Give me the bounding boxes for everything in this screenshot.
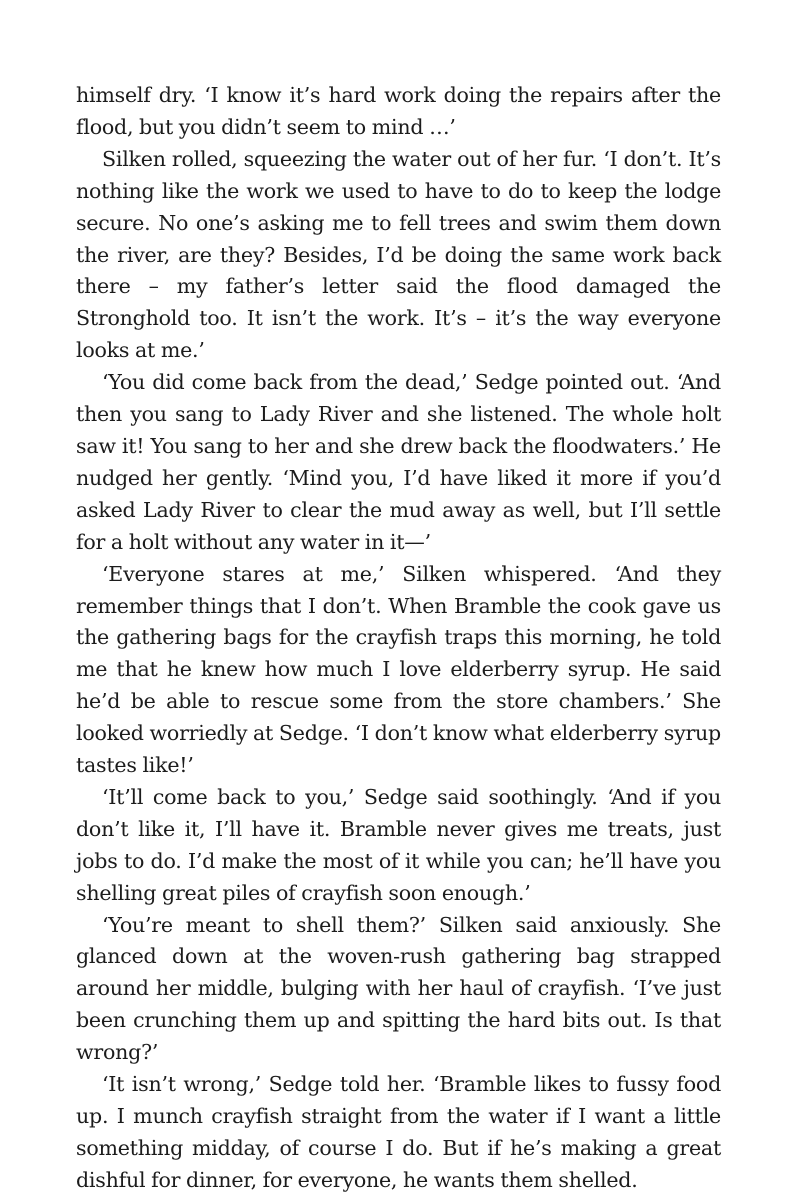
- paragraph-2: Silken rolled, squeezing the water out of her fur. ‘I don’t. It’s nothing like the work we used to have to do to keep the lodge secure. No one’s asking me to fell trees and swim them down the river, are they? Besides, I’d be doing the same work back there – my father’s letter said the flood damaged the Stronghold too. It isn’t the work. It’s – it’s the way everyone looks at me.’: [76, 146, 721, 363]
- paragraph-5: ‘It’ll come back to you,’ Sedge said soothingly. ‘And if you don’t like it, I’ll have it. Bramble never gives me treats, just jobs to do. I’d make the most of it while you can; he’ll have you shelling great piles of crayfish soon enough.’: [76, 784, 721, 905]
- book-page: [76, 80, 721, 1197]
- paragraph-1: himself dry. ‘I know it’s hard work doing the repairs after the flood, but you didn’t seem to mind …’: [76, 83, 721, 139]
- paragraph-7: ‘It isn’t wrong,’ Sedge told her. ‘Bramble likes to fussy food up. I munch crayfish straight from the water if I want a little something midday, of course I do. But if he’s making a great dishful for dinner, for everyone, he wants them shelled.: [76, 1072, 721, 1192]
- paragraph-3: ‘You did come back from the dead,’ Sedge pointed out. ‘And then you sang to Lady River and she listened. The whole holt saw it! You sang to her and she drew back the floodwaters.’ He nudged her gently. ‘Mind you, I’d have liked it more if you’d asked Lady River to clear the mud away as well, but I’ll settle for a holt without any water in it—’: [76, 370, 721, 554]
- paragraph-6: ‘You’re meant to shell them?’ Silken said anxiously. She glanced down at the woven-rush gathering bag strapped around her middle, bulging with her haul of crayfish. ‘I’ve just been crunching them up and spitting the hard bits out. Is that wrong?’: [76, 912, 721, 1065]
- paragraph-4: ‘Everyone stares at me,’ Silken whispered. ‘And they remember things that I don’t. When Bramble the cook gave us the gathering bags for the crayfish traps this morning, he told me that he knew how much I love elderberry syrup. He said he’d be able to rescue some from the store chambers.’ She looked worriedly at Sedge. ‘I don’t know what elderberry syrup tastes like!’: [76, 561, 721, 778]
